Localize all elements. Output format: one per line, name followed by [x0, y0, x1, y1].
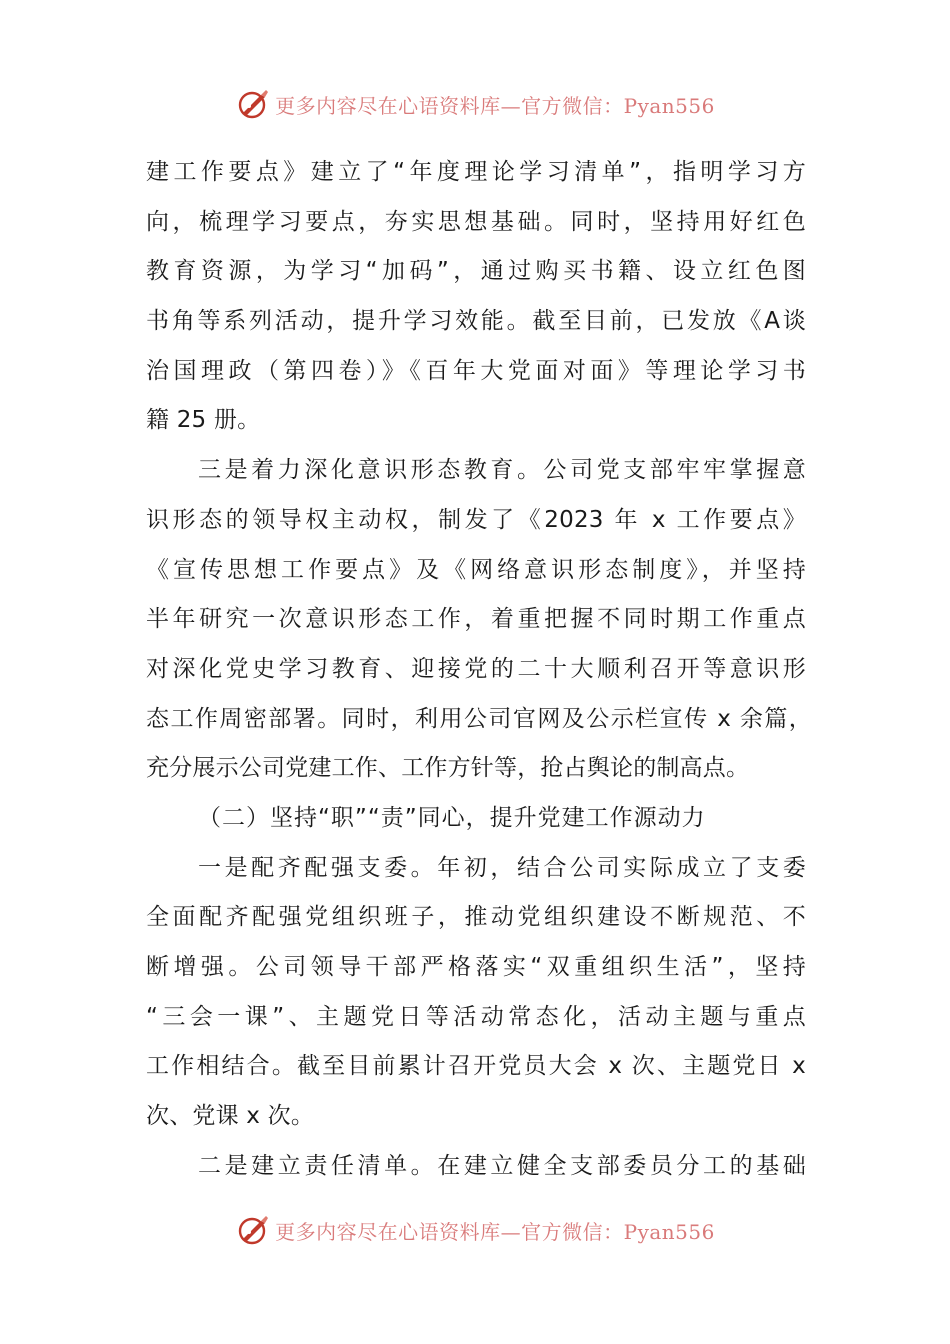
- footer-watermark: [0, 1212, 950, 1248]
- text-line: 态工作周密部署。同时，利用公司官网及公示栏宣传 x 余篇，: [146, 705, 812, 732]
- text-line: 次、党课 x 次。: [146, 1103, 315, 1130]
- text-line: “三会一课”、主题党日等活动常态化，活动主题与重点: [146, 1003, 806, 1030]
- text-line: 《宣传思想工作要点》及《网络意识形态制度》，并坚持: [146, 556, 806, 583]
- watermark-text-top: 更多内容尽在心语资料库—官方微信：Pyan556: [275, 93, 715, 118]
- text-line: 识形态的领导权主动权，制发了《2023 年 x 工作要点》: [146, 506, 806, 533]
- text-line: 全面配齐配强党组织班子，推动党组织建设不断规范、不: [146, 904, 806, 931]
- text-line: 教育资源，为学习“加码”，通过购买书籍、设立红色图: [146, 258, 806, 285]
- text-line: 工作相结合。截至目前累计召开党员大会 x 次、主题党日 x: [146, 1053, 806, 1080]
- text-line: 对深化党史学习教育、迎接党的二十大顺利召开等意识形: [146, 655, 806, 682]
- paragraph-start: 一是配齐配强支委。年初，结合公司实际成立了支委: [198, 854, 806, 881]
- text-line: 书角等系列活动，提升学习效能。截至目前，已发放《A谈: [146, 308, 806, 335]
- text-line: 籍 25 册。: [146, 407, 261, 434]
- watermark-text-bottom: 更多内容尽在心语资料库—官方微信：Pyan556: [275, 1219, 715, 1244]
- text-line: 半年研究一次意识形态工作，着重把握不同时期工作重点: [146, 606, 806, 633]
- paragraph-start: 三是着力深化意识形态教育。公司党支部牢牢掌握意: [198, 457, 806, 484]
- text-line: 断增强。公司领导干部严格落实“双重组织生活”，坚持: [146, 954, 806, 980]
- text-line: 建工作要点》建立了“年度理论学习清单”，指明学习方: [146, 159, 806, 185]
- pen-logo-icon: [235, 1212, 271, 1248]
- document-body: [146, 148, 812, 1191]
- paragraph-start: 二是建立责任清单。在建立健全支部委员分工的基础: [198, 1152, 806, 1179]
- text-line: 向，梳理学习要点，夯实思想基础。同时，坚持用好红色: [146, 208, 806, 235]
- pen-logo-icon: [235, 86, 271, 122]
- text-line: 治国理政（第四卷）》《百年大党面对面》等理论学习书: [146, 357, 806, 384]
- text-line: 充分展示公司党建工作、工作方针等，抢占舆论的制高点。: [146, 755, 750, 782]
- header-watermark: [0, 86, 950, 122]
- section-heading: （二）坚持“职”“责”同心，提升党建工作源动力: [198, 804, 706, 831]
